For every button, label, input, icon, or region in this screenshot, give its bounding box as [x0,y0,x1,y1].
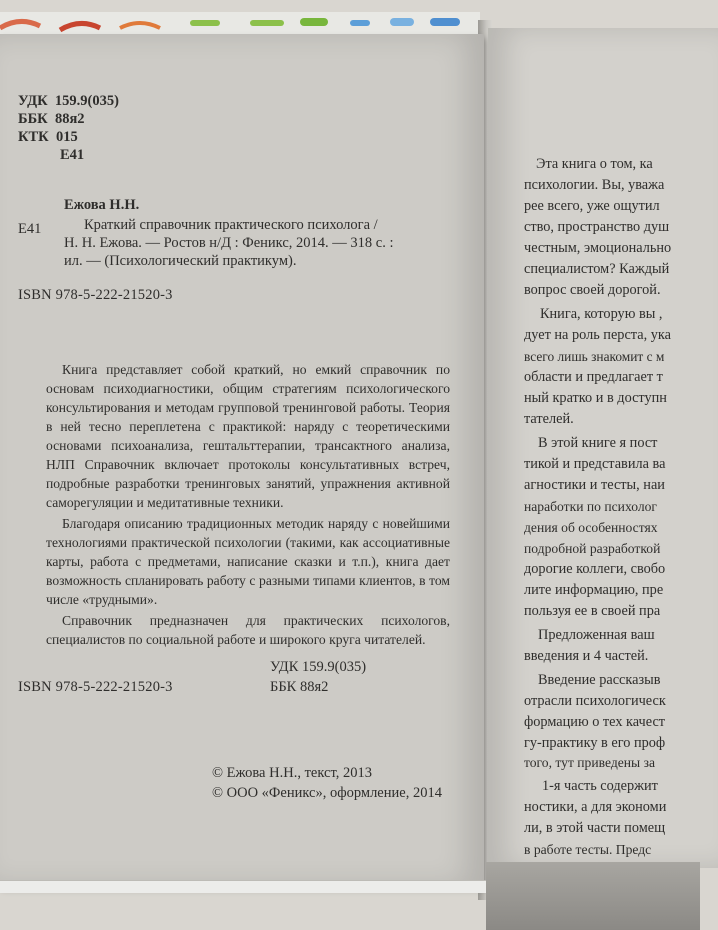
right-line: формацию о тех качест [524,714,666,730]
catalog-label: ББК [18,111,48,127]
right-line: 1-я часть содержит [542,778,658,794]
bib-line-2: Н. Н. Ежова. — Ростов н/Д : Феникс, 2014. — 318 с. : [64,235,394,251]
right-line: Введение рассказыв [538,672,661,688]
right-line: агностики и тесты, наи [524,477,665,493]
right-line: того, тут приведены за [524,755,655,770]
right-line: в работе тесты. Предс [524,842,652,857]
catalog-value: 015 [55,129,78,145]
right-line: честным, эмоционально [524,240,672,256]
right-line: ный кратко и в доступн [524,390,667,406]
catalog-label: КТК [18,129,49,145]
catalog-value: 88я2 [54,111,85,127]
annotation-paragraph-3: Справочник предназначен для практических психологов, специалистов по социальной работе и широкого круга читателей. [46,613,450,647]
right-line: лите информацию, пре [524,582,664,598]
catalog-label: УДК [18,93,48,109]
catalog-ktk [18,128,78,146]
catalog-value: 159.9(035) [54,93,119,109]
right-line: всего лишь знакомит с м [524,349,665,364]
isbn-top: ISBN 978-5-222-21520-3 [18,287,173,303]
catalog-bbk [18,110,85,128]
right-line: В этой книге я пост [538,435,658,451]
right-line: ство, пространство душ [524,219,670,235]
catalog-value: Е41 [60,147,85,163]
udk-bottom: УДК 159.9(035) [270,659,367,675]
right-line: гу-практику в его проф [524,735,666,751]
annotation-paragraph-1: Книга представляет собой краткий, но емкий справочник по основам психодиагностики, общим стратегиям психологического консультирования и методам групповой тренинговой работы. Теория в ней тесно переплетена с практикой: наряду с теоретическими основами психоанализа, гештальттерапии, трансактного анализа, НЛП Справочник включает протоколы консультативных встреч, подробные разработки тренинговых занятий, упражнения активной саморегуляции и медитативные техники. [46,362,450,510]
author-heading: Ежова Н.Н. [64,197,140,213]
right-line: дения об особенностях [524,520,658,535]
right-line: Эта книга о том, ка [536,156,653,172]
bbk-bottom: ББК 88я2 [270,679,329,695]
right-page [488,28,718,868]
right-line: наработки по психолог [524,499,657,514]
right-line: введения и 4 частей. [524,648,649,664]
right-line: подробной разработкой [524,541,661,556]
right-line: дует на роль перста, ука [524,327,671,343]
right-line: ли, в этой части помещ [524,820,666,836]
right-line: ностики, а для экономи [524,799,667,815]
right-line: Предложенная ваш [538,627,655,643]
right-line: вопрос своей дорогой. [524,282,661,298]
right-line: психологии. Вы, уважа [524,177,665,193]
right-line: тикой и представила ва [524,456,666,472]
right-line: Книга, которую вы , [540,306,663,322]
right-line: пользуя ее в своей пра [524,603,661,619]
annotation-paragraph-2: Благодаря описанию традиционных методик наряду с новейшими технологиями практической психологии (такими, как ассоциативные карты, работа с предметами, написание сказки и т.п.), книга дает возможность спланировать работу с разными типами клиентов, в том числе «трудными». [46,516,450,607]
copyright-text: © Ежова Н.Н., текст, 2013 [212,765,372,781]
isbn-bottom: ISBN 978-5-222-21520-3 [18,679,173,695]
right-line: рее всего, уже ощутил [524,198,660,214]
catalog-code [60,146,84,164]
annotation [46,360,450,649]
right-line: дорогие коллеги, свобо [524,561,666,577]
table-surface [486,862,700,930]
entry-code: Е41 [18,221,42,237]
right-line: отрасли психологическ [524,693,666,709]
left-page [0,34,484,886]
left-page-edge [0,880,486,893]
bib-line-3: ил. — (Психологический практикум). [64,253,297,269]
catalog-udk [18,92,119,110]
copyright-design: © ООО «Феникс», оформление, 2014 [212,785,442,801]
right-line: области и предлагает т [524,369,663,385]
right-line: тателей. [524,411,574,427]
bib-line-1: Краткий справочник практического психолога / [84,217,378,233]
right-line: специалистом? Каждый [524,261,670,277]
